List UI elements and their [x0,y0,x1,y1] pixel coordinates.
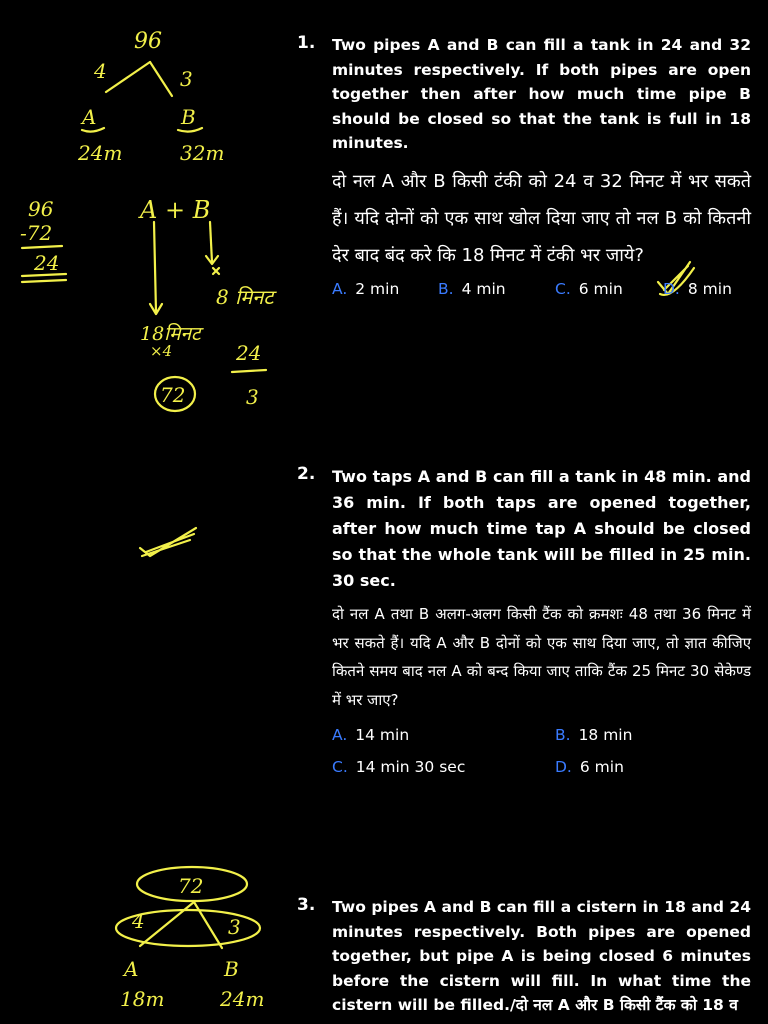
q1-sub-minus: -72 [20,221,53,245]
q1-frac-bar [232,370,266,372]
option-value: 8 min [687,279,732,298]
question-text-hindi: दो नल A और B किसी टंकी को 24 व 32 मिनट में भर सकते हैं। यदि दोनों को एक साथ खोल दिया जाए तो नल B को कितनी देर बाद बंद करे कि 18 मिनट में टंकी भर जाये? [332,170,751,266]
q1-times-four: ×4 [150,342,173,360]
q1-tree-left-branch [106,62,150,92]
option-label: B. [555,726,571,744]
q1-sub-line [22,246,62,248]
q1-lcm: 96 [134,29,162,54]
q1-pipe-a: A [82,105,97,129]
q3-eff-a: 4 [132,909,145,933]
q3-tree-left-branch [140,902,194,946]
q1-total-time: 18मिनट [140,323,201,345]
q3-pipe-a: A [124,957,139,981]
q1-sub-result: 24 [34,251,60,275]
q1-sub-top: 96 [28,197,54,221]
q1-arrow-a-line [154,222,156,312]
q1-combined: A + B [140,196,211,224]
question-text-english: Two pipes A and B can fill a tank in 24 and 32 minutes respectively. If both pipes are open together then after how much time pipe B should be closed so that the tank is full in 18 minutes. [332,36,751,152]
q3-pipe-b: B [224,957,239,981]
option-label: C. [332,758,348,776]
question-text-english: Two taps A and B can fill a tank in 48 min. and 36 min. If both taps are opened together, after how much time tap A should be closed so that the whole tank will be filled in 25 min. 30 sec. [332,467,751,590]
q1-frac-den: 3 [246,385,259,409]
q1-eff-b: 3 [180,67,193,91]
q1-pipe-b: B [181,105,196,129]
q1-circled-value: 72 [160,383,186,407]
option-value: 4 min [461,279,506,298]
q1-frac-num: 24 [236,341,262,365]
option-b[interactable] [555,726,632,744]
q3-tree-right-branch [194,902,222,948]
option-label: D. [555,758,572,776]
q1-time-a: 24m [78,141,123,165]
q3-eff-b: 3 [228,915,241,939]
q1-sub-double-underline-1 [22,274,66,276]
q1-sub-double-underline-2 [22,280,66,282]
options-grid [332,726,751,796]
option-value: 6 min [579,758,624,776]
options-row [332,280,751,310]
q1-arrow-b-line [210,222,212,262]
question-2 [297,464,751,796]
q1-small-x [213,268,219,274]
q2-tick-mark [140,528,196,556]
question-text-hindi: दो नल A तथा B अलग-अलग किसी टैंक को क्रमशः 48 तथा 36 मिनट में भर सकते हैं। यदि A और B दोनों को एक साथ दिया जाए, तो ज्ञात कीजिए कितने समय बाद नल A को बन्द किया जाए ताकि टैंक 25 मिनट 30 सेकेण्ड में भर जाए? [332,605,751,709]
option-label: A. [332,726,348,744]
question-number: 1. [297,33,316,53]
option-label: C. [555,279,571,298]
q3-time-a: 18m [120,987,165,1011]
q3-time-b: 24m [220,987,265,1011]
question-number: 3. [297,895,316,915]
option-value: 2 min [355,279,400,298]
q1-time-b: 32m [180,141,225,165]
option-c[interactable] [555,280,623,298]
option-d[interactable] [555,758,624,776]
option-d[interactable] [663,280,732,298]
option-label: A. [332,279,348,298]
q3-lcm: 72 [178,874,204,898]
q1-eff-a: 4 [94,59,107,83]
q1-tree-right-branch [150,62,172,96]
question-number: 2. [297,464,316,484]
q1-b-time: 8 मिनट [216,285,274,309]
option-value: 18 min [578,726,633,744]
option-c[interactable] [332,758,465,776]
option-value: 14 min [355,726,410,744]
question-1 [297,33,751,310]
option-label: B. [438,279,454,298]
option-a[interactable] [332,280,399,298]
question-text-english: Two pipes A and B can fill a cistern in 18 and 24 minutes respectively. Both pipes are opened together, but pipe A is being closed 6 minutes before the cistern will fill. In what time the cistern will be filled./दो नल A और B किसी टैंक को 18 व [332,898,751,1014]
question-3 [297,895,751,1018]
option-a[interactable] [332,726,409,744]
option-label: D. [663,279,680,298]
option-value: 6 min [578,279,623,298]
option-b[interactable] [438,280,506,298]
option-value: 14 min 30 sec [355,758,466,776]
